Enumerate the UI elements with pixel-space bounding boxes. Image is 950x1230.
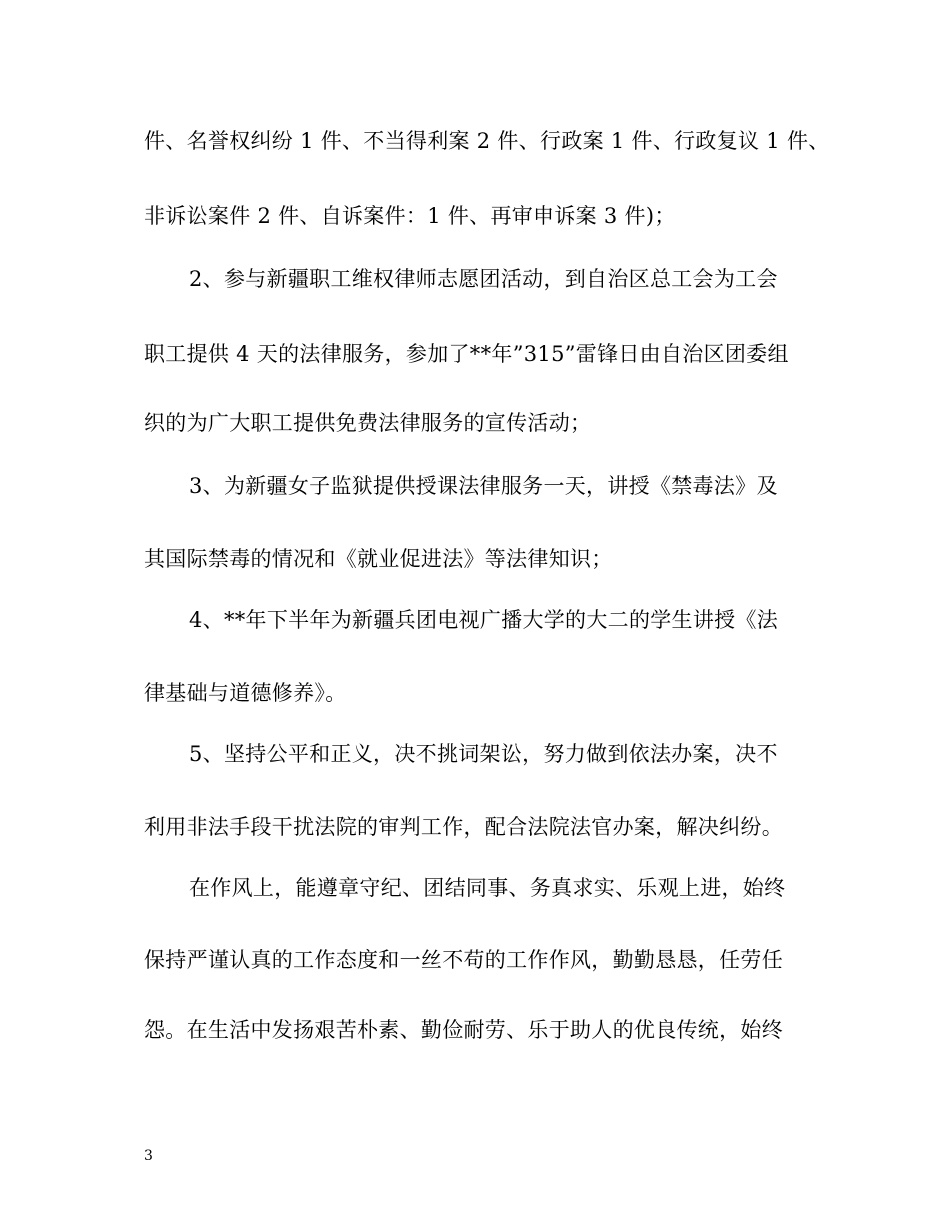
text-line: 其国际禁毒的情况和《就业促进法》等法律知识； <box>144 547 613 571</box>
text-line: 5、坚持公平和正义，决不挑词架讼，努力做到依法办案，决不 <box>189 742 778 766</box>
text-line: 利用非法手段干扰法院的审判工作，配合法院法官办案，解决纠纷。 <box>144 815 783 839</box>
text-line: 在作风上，能遵章守纪、团结同事、务真求实、乐观上进，始终 <box>189 876 786 900</box>
text-line: 4、**年下半年为新疆兵团电视广播大学的大二的学生讲授《法 <box>189 608 779 632</box>
text-line: 3、为新疆女子监狱提供授课法律服务一天，讲授《禁毒法》及 <box>189 474 778 498</box>
text-line: 2、参与新疆职工维权律师志愿团活动，到自治区总工会为工会 <box>189 267 778 291</box>
text-line: 律基础与道德修养》。 <box>144 681 347 705</box>
page-number: 3 <box>144 1148 153 1164</box>
text-line: 职工提供 4 天的法律服务，参加了**年”315”雷锋日由自治区团委组 <box>144 342 789 366</box>
text-line: 怨。在生活中发扬艰苦朴素、勤俭耐劳、乐于助人的优良传统，始终 <box>144 1018 783 1042</box>
text-line: 织的为广大职工提供免费法律服务的宣传活动； <box>144 411 592 435</box>
text-line: 保持严谨认真的工作态度和一丝不苟的工作作风，勤勤恳恳，任劳任 <box>144 948 783 972</box>
text-line: 件、名誉权纠纷 1 件、不当得利案 2 件、行政案 1 件、行政复议 1 件、 <box>144 129 830 153</box>
text-line: 非诉讼案件 2 件、自诉案件：1 件、再审申诉案 3 件)； <box>144 204 676 228</box>
